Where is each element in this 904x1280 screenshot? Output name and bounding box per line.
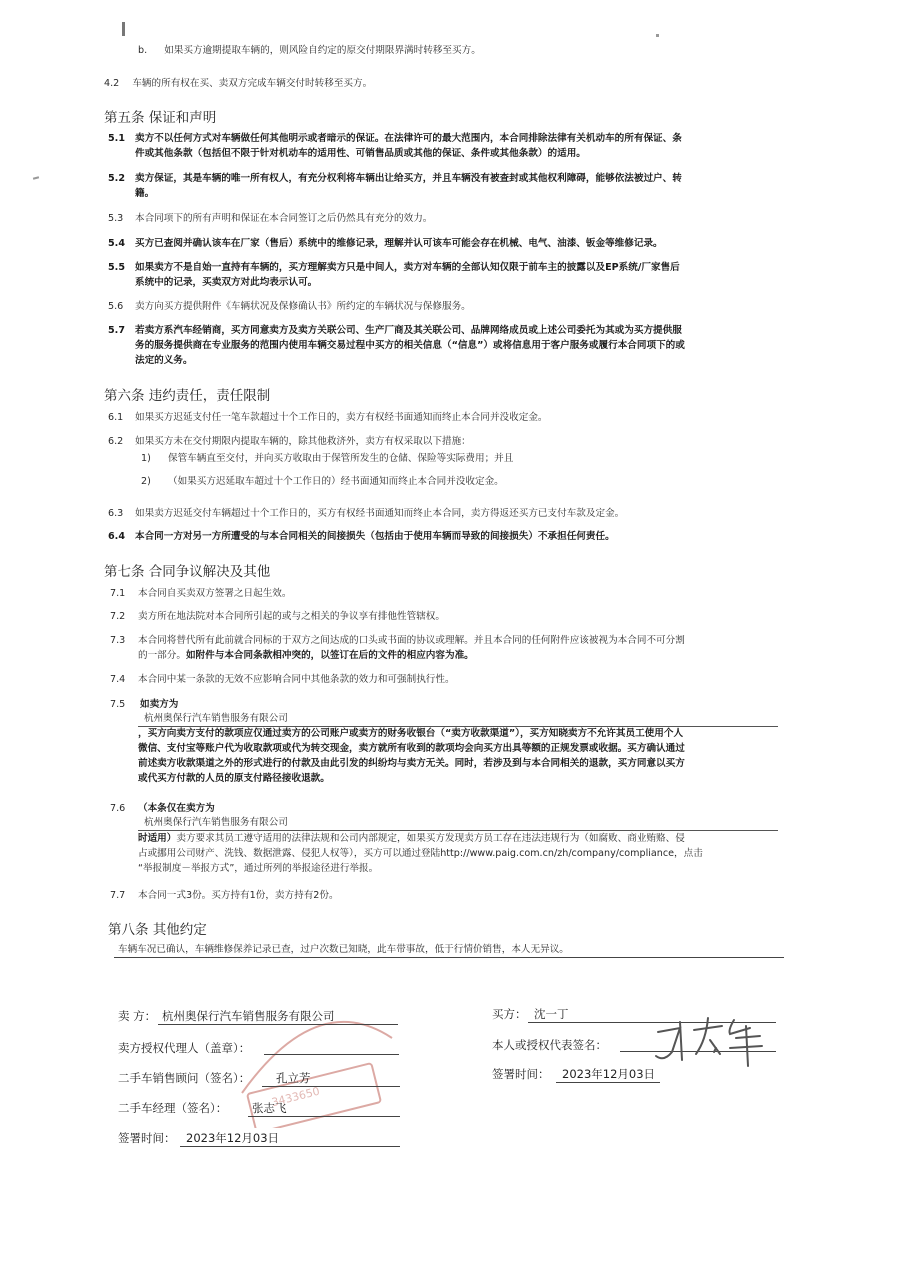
consultant-label: 二手车销售顾问（签名）： <box>118 1071 251 1085</box>
clause-7-3-part-a: 的一部分。 <box>138 650 186 661</box>
clause-number: 5.1 <box>108 133 125 144</box>
clause-5-2-line1: 卖方保证，其是车辆的唯一所有权人，有充分权利将车辆出让给买方，并且车辆没有被查封或其他权利障碍，能够依法被过户、转 <box>135 173 682 184</box>
clause-5-5-line1: 如果卖方不是自始一直持有车辆的，买方理解卖方只是中间人，卖方对车辆的全部认知仅限于前车主的披露以及EP系统/厂家售后 <box>135 262 680 273</box>
clause-6-3: 如果卖方迟延交付车辆超过十个工作日的，买方有权经书面通知而终止本合同，卖方得返还买方已支付车款及定金。 <box>135 508 625 519</box>
clause-7-3-line2 <box>138 648 474 663</box>
clause-number: 7.3 <box>110 635 126 646</box>
clause-number: 7.7 <box>110 890 126 901</box>
clause-7-5-company-line <box>138 711 778 727</box>
clause-5-1-line1: 卖方不以任何方式对车辆做任何其他明示或者暗示的保证。在法律许可的最大范围内，本合同排除法律有关机动车的所有保证、条 <box>135 133 682 144</box>
clause-number: 7.2 <box>110 611 126 622</box>
clause-number: 6.3 <box>108 508 124 519</box>
consultant-value: 孔立芳 <box>276 1071 311 1085</box>
clause-number: 6.2 <box>108 436 124 447</box>
clause-number: 7.6 <box>110 803 126 814</box>
seller-date-label: 签署时间： <box>118 1131 176 1145</box>
clause-number: 5.4 <box>108 238 125 249</box>
other-terms-text: 车辆车况已确认，车辆维修保养记录已查，过户次数已知晓，此车带事故，低于行情价销售，本人无异议。 <box>118 944 569 955</box>
clause-number: 4.2 <box>104 78 120 89</box>
clause-6-2-item2: （如果买方迟延取车超过十个工作日的）经书面通知而终止本合同并没收定金。 <box>168 476 504 487</box>
manager-field <box>248 1100 400 1117</box>
clause-number: 5.5 <box>108 262 125 273</box>
clause-number: 5.3 <box>108 213 124 224</box>
clause-7-5-line2: 微信、支付宝等账户代为收取款项或代为转交现金，卖方就所有收到的款项均会向买方出具等额的正规发票或收据。买方确认通过 <box>138 743 685 754</box>
clause-7-5-company: 杭州奥保行汽车销售服务有限公司 <box>144 713 288 724</box>
clause-7-1: 本合同自买卖双方签署之日起生效。 <box>138 588 292 599</box>
clause-number: 7.4 <box>110 674 126 685</box>
clause-7-5-line1: ，买方向卖方支付的款项应仅通过卖方的公司账户或卖方的财务收银台（“卖方收款渠道”），买方知晓卖方不允许其员工使用个人 <box>138 728 684 739</box>
clause-number: 5.7 <box>108 325 125 336</box>
clause-5-5-line2: 系统中的记录，买卖双方对此均表示认可。 <box>135 277 318 288</box>
clause-7-2: 卖方所在地法院对本合同所引起的或与之相关的争议享有排他性管辖权。 <box>138 611 445 622</box>
clause-4-2 <box>104 76 372 91</box>
seller-date-field <box>180 1130 400 1147</box>
buyer-rep-label: 本人或授权代表签名： <box>492 1038 607 1052</box>
seller-field <box>158 1008 398 1025</box>
clause-6-4: 本合同一方对另一方所遭受的与本合同相关的间接损失（包括由于使用车辆而导致的间接损失）不承担任何责任。 <box>135 531 615 542</box>
buyer-date-value: 2023年12月03日 <box>562 1067 656 1081</box>
clause-7-6-head: （本条仅在卖方为 <box>138 803 215 814</box>
seller-label: 卖 方： <box>118 1009 157 1023</box>
clause-number: 6.4 <box>108 531 125 542</box>
clause-number: 5.6 <box>108 301 124 312</box>
clause-7-6-line2: 占或挪用公司财产、洗钱、数据泄露、侵犯人权等），买方可以通过登陆http://www.paig.com.cn/zh/company/compliance，点击 <box>138 848 703 859</box>
clause-7-5-line4: 或代买方付款的人员的原支付路径接收退款。 <box>138 773 330 784</box>
item-b <box>138 43 481 58</box>
section-7-title: 第七条 合同争议解决及其他 <box>104 564 271 580</box>
clause-7-3-line1: 本合同将替代所有此前就合同标的于双方之间达成的口头或书面的协议或理解。并且本合同的任何附件应该被视为本合同不可分割 <box>138 635 685 646</box>
clause-number: 7.1 <box>110 588 126 599</box>
manager-label: 二手车经理（签名）： <box>118 1101 228 1115</box>
clause-7-4: 本合同中某一条款的无效不应影响合同中其他条款的效力和可强制执行性。 <box>138 674 455 685</box>
clause-5-2-line2: 籍。 <box>135 188 155 199</box>
seller-value: 杭州奥保行汽车销售服务有限公司 <box>162 1009 335 1023</box>
clause-7-7: 本合同一式3份。买方持有1份，卖方持有2份。 <box>138 890 339 901</box>
section-5-title: 第五条 保证和声明 <box>104 110 217 126</box>
scan-mark <box>122 22 125 36</box>
clause-5-7-line1: 若卖方系汽车经销商，买方同意卖方及卖方关联公司、生产厂商及其关联公司、品牌网络成员或上述公司委托为其或为买方提供服 <box>135 325 682 336</box>
clause-5-6: 卖方向买方提供附件《车辆状况及保修确认书》所约定的车辆状况与保修服务。 <box>135 301 471 312</box>
clause-7-3-part-b: 如附件与本合同条款相冲突的，以签订在后的文件的相应内容为准。 <box>185 650 474 661</box>
clause-number: 6.1 <box>108 412 124 423</box>
buyer-date-field <box>556 1066 660 1083</box>
scan-mark <box>33 176 39 179</box>
clause-6-1: 如果买方迟延支付任一笔车款超过十个工作日的，卖方有权经书面通知而终止本合同并没收定金。 <box>135 412 548 423</box>
buyer-signature <box>650 1010 770 1070</box>
item-number: b. <box>138 45 148 56</box>
clause-7-5-head: 如卖方为 <box>140 699 179 710</box>
clause-6-2-item1: 保管车辆直至交付，并向买方收取由于保管所发生的仓储、保险等实际费用；并且 <box>168 453 514 464</box>
sub-item-number: 1) <box>141 453 151 464</box>
agent-label: 卖方授权代理人（盖章）： <box>118 1041 251 1055</box>
buyer-label: 买方： <box>492 1007 527 1021</box>
clause-text: 车辆的所有权在买、卖双方完成车辆交付时转移至买方。 <box>132 78 373 89</box>
clause-7-6-company: 杭州奥保行汽车销售服务有限公司 <box>144 817 288 828</box>
clause-number: 5.2 <box>108 173 125 184</box>
clause-7-6-line1 <box>138 831 685 846</box>
consultant-field <box>262 1070 400 1087</box>
clause-5-4: 买方已查阅并确认该车在厂家（售后）系统中的维修记录，理解并认可该车可能会存在机械、电气、油漆、钣金等维修记录。 <box>135 238 663 249</box>
seal-number: 3433650 <box>270 1084 322 1110</box>
clause-7-6-company-line <box>138 815 778 831</box>
clause-7-6-part-a: 时适用） <box>138 833 177 844</box>
buyer-value: 沈一丁 <box>534 1007 569 1021</box>
agent-field <box>264 1054 399 1055</box>
manager-value: 张志飞 <box>252 1101 287 1115</box>
buyer-date-label: 签署时间： <box>492 1067 550 1081</box>
scan-mark <box>656 34 659 37</box>
clause-7-5-line3: 前述卖方收款渠道之外的形式进行的付款及由此引发的纠纷均与卖方无关。同时，若涉及到与本合同相关的退款，买方同意以买方 <box>138 758 685 769</box>
seller-date-value: 2023年12月03日 <box>186 1131 280 1145</box>
clause-7-6-line3: “举报制度－举报方式”，通过所列的举报途径进行举报。 <box>138 863 379 874</box>
clause-5-3: 本合同项下的所有声明和保证在本合同签订之后仍然具有充分的效力。 <box>135 213 433 224</box>
other-terms-box <box>114 942 784 958</box>
clause-7-6-part-b: 卖方要求其员工遵守适用的法律法规和公司内部规定，如果买方发现卖方员工存在违法违规行为（如腐败、商业贿赂、侵 <box>176 833 685 844</box>
clause-5-7-line3: 法定的义务。 <box>135 355 193 366</box>
item-text: 如果买方逾期提取车辆的，则风险自约定的原交付期限界满时转移至买方。 <box>164 45 481 56</box>
clause-5-1-line2: 件或其他条款（包括但不限于针对机动车的适用性、可销售品质或其他的保证、条件或其他条款）的适用。 <box>135 148 586 159</box>
section-8-title: 第八条 其他约定 <box>108 922 207 938</box>
section-6-title: 第六条 违约责任，责任限制 <box>104 388 271 404</box>
clause-number: 7.5 <box>110 699 126 710</box>
clause-5-7-line2: 务的服务提供商在专业服务的范围内使用车辆交易过程中买方的相关信息（“信息”）或将信息用于客户服务或履行本合同项下的或 <box>135 340 685 351</box>
clause-6-2: 如果买方未在交付期限内提取车辆的，除其他救济外，卖方有权采取以下措施： <box>135 436 471 447</box>
sub-item-number: 2) <box>141 476 151 487</box>
